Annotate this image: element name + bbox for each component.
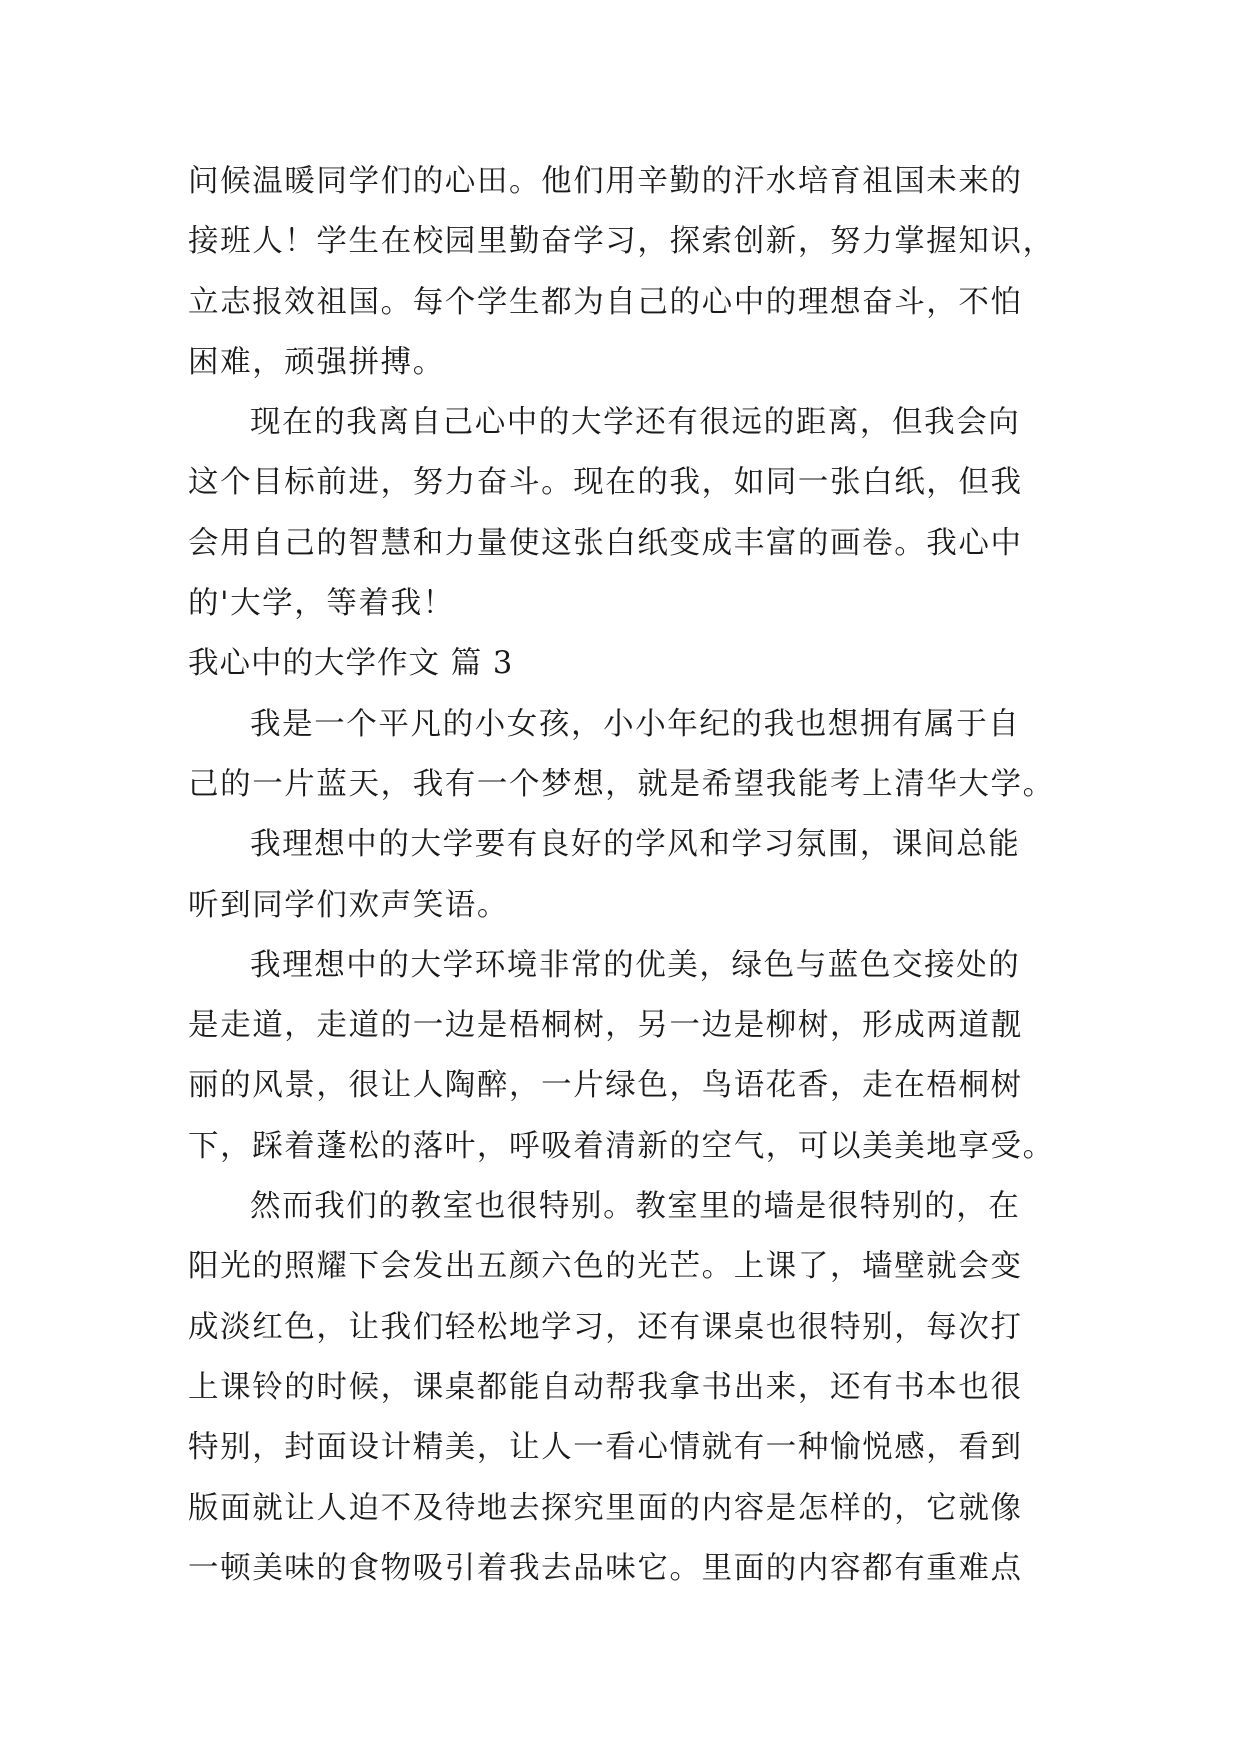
text-line: 一顿美味的食物吸引着我去品味它。里面的内容都有重难点 <box>188 1550 1023 1586</box>
text-line: 下，踩着蓬松的落叶，呼吸着清新的空气，可以美美地享受。 <box>188 1128 1055 1164</box>
text-line: 丽的风景，很让人陶醉，一片绿色，鸟语花香，走在梧桐树 <box>188 1068 1023 1104</box>
text-line: 的'大学，等着我！ <box>188 586 455 622</box>
text-line: 上课铃的时候，课桌都能自动帮我拿书出来，还有书本也很 <box>188 1369 1023 1405</box>
document-body <box>188 152 1066 1599</box>
text-line: 然而我们的教室也很特别。教室里的墙是很特别的，在 <box>250 1189 1021 1225</box>
text-line: 会用自己的智慧和力量使这张白纸变成丰富的画卷。我心中 <box>188 525 1023 561</box>
text-line: 版面就让人迫不及待地去探究里面的内容是怎样的，它就像 <box>188 1490 1023 1526</box>
text-line: 立志报效祖国。每个学生都为自己的心中的理想奋斗，不怕 <box>188 284 1023 320</box>
text-line: 己的一片蓝天，我有一个梦想，就是希望我能考上清华大学。 <box>188 766 1055 802</box>
text-line: 困难，顽强拼搏。 <box>188 344 445 380</box>
text-line: 我理想中的大学要有良好的学风和学习氛围，课间总能 <box>250 827 1021 863</box>
text-line: 我理想中的大学环境非常的优美，绿色与蓝色交接处的 <box>250 947 1021 983</box>
text-line: 成淡红色，让我们轻松地学习，还有课桌也很特别，每次打 <box>188 1309 1023 1345</box>
text-line: 问候温暖同学们的心田。他们用辛勤的汗水培育祖国未来的 <box>188 164 1023 199</box>
text-line: 这个目标前进，努力奋斗。现在的我，如同一张白纸，但我 <box>188 465 1023 501</box>
text-line: 接班人！学生在校园里勤奋学习，探索创新，努力掌握知识， <box>188 224 1055 260</box>
text-line: 我是一个平凡的小女孩，小小年纪的我也想拥有属于自 <box>250 706 1021 742</box>
text-line: 听到同学们欢声笑语。 <box>188 887 509 923</box>
text-line: 阳光的照耀下会发出五颜六色的光芒。上课了，墙壁就会变 <box>188 1249 1023 1285</box>
text-line: 现在的我离自己心中的大学还有很远的距离，但我会向 <box>250 405 1021 441</box>
text-line: 是走道，走道的一边是梧桐树，另一边是柳树，形成两道靓 <box>188 1008 1023 1044</box>
text-line: 特别，封面设计精美，让人一看心情就有一种愉悦感，看到 <box>188 1430 1023 1466</box>
section-heading: 我心中的大学作文 篇 3 <box>188 646 514 682</box>
